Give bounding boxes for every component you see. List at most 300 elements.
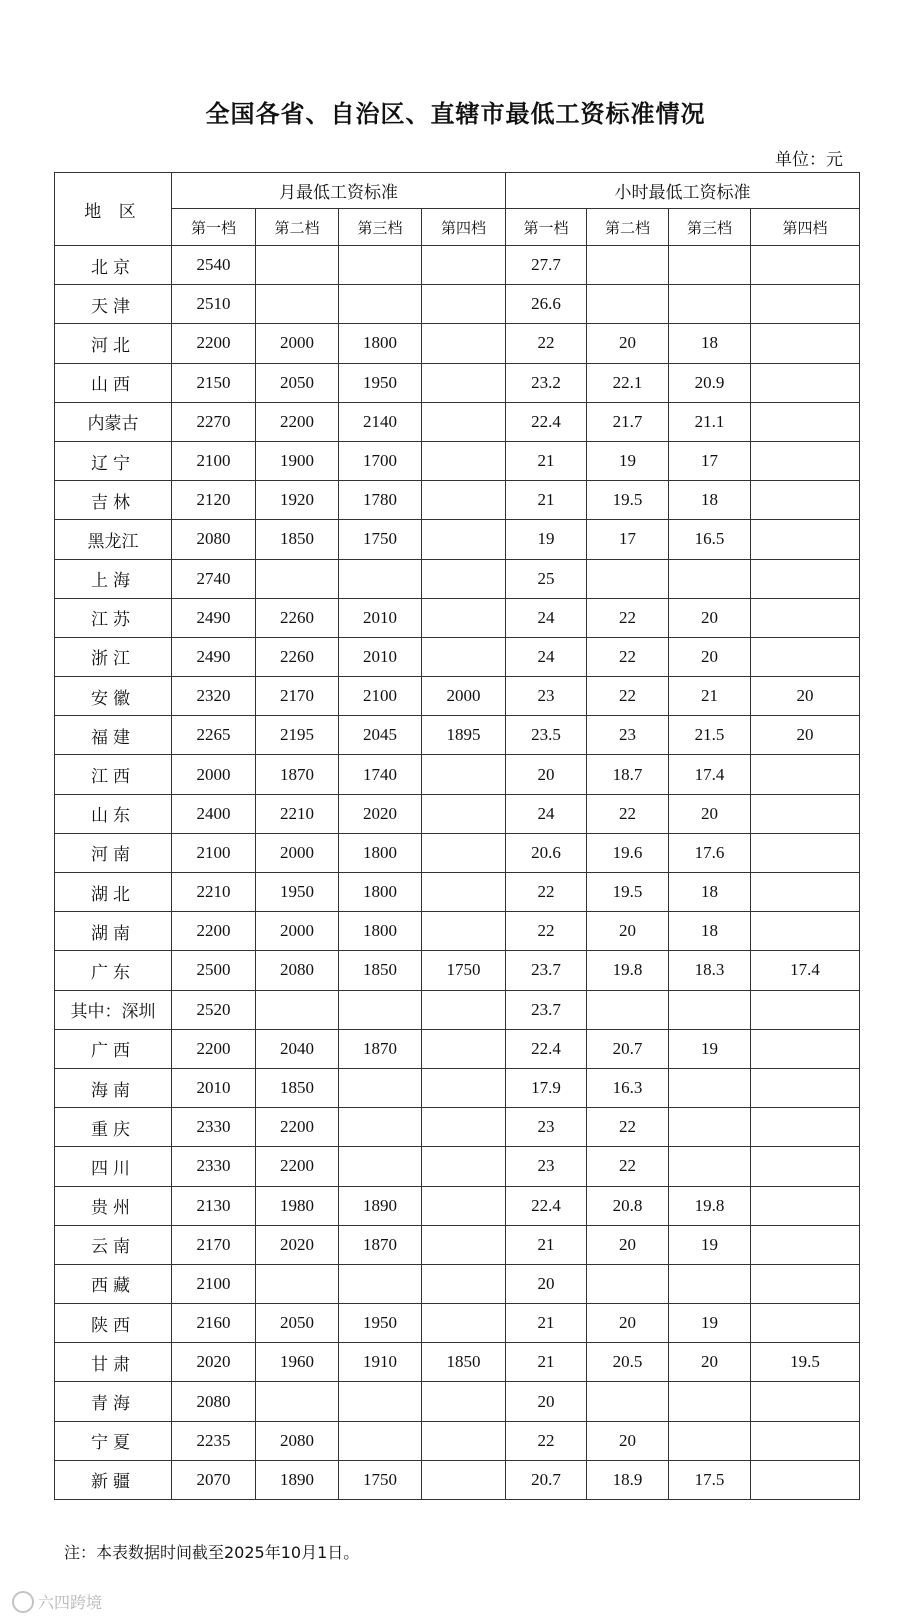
table-row <box>55 1304 860 1343</box>
monthly-tier-1-cell: 2200 <box>172 912 256 951</box>
monthly-tier-2-cell <box>256 246 339 285</box>
table-row <box>55 1225 860 1264</box>
hourly-tier-1-cell: 20 <box>506 1382 587 1421</box>
monthly-tier-3-cell <box>339 1421 422 1460</box>
monthly-tier-1-cell: 2130 <box>172 1186 256 1225</box>
region-cell: 湖南 <box>55 912 172 951</box>
region-cell: 四川 <box>55 1147 172 1186</box>
hourly-tier-3-cell: 19 <box>669 1304 751 1343</box>
monthly-tier-1-cell: 2235 <box>172 1421 256 1460</box>
hourly-tier-2-cell: 20 <box>587 912 669 951</box>
hourly-tier-4-cell <box>751 324 860 363</box>
hourly-tier-4-cell <box>751 1108 860 1147</box>
monthly-tier-3-cell: 2045 <box>339 716 422 755</box>
table-row <box>55 794 860 833</box>
monthly-tier-1-cell: 2010 <box>172 1068 256 1107</box>
region-cell: 内蒙古 <box>55 402 172 441</box>
table-row <box>55 951 860 990</box>
hourly-tier-4-cell <box>751 402 860 441</box>
hourly-tier-1-cell: 21 <box>506 1343 587 1382</box>
region-cell: 北京 <box>55 246 172 285</box>
hourly-tier-1-cell: 20.6 <box>506 833 587 872</box>
monthly-tier-2-cell: 1920 <box>256 481 339 520</box>
monthly-tier-2-cell <box>256 990 339 1029</box>
monthly-tier-1-cell: 2100 <box>172 441 256 480</box>
monthly-tier-3-cell <box>339 246 422 285</box>
monthly-tier-2-cell <box>256 285 339 324</box>
monthly-tier-3-cell: 1800 <box>339 324 422 363</box>
monthly-tier-4-cell: 1850 <box>422 1343 506 1382</box>
table-row <box>55 1421 860 1460</box>
monthly-tier-2-cell: 2000 <box>256 912 339 951</box>
hourly-tier-2-cell <box>587 246 669 285</box>
table-row <box>55 1108 860 1147</box>
hourly-tier-1-cell: 25 <box>506 559 587 598</box>
region-cell: 湖北 <box>55 873 172 912</box>
monthly-tier-1-cell: 2400 <box>172 794 256 833</box>
hourly-tier-4-header: 第四档 <box>751 209 860 246</box>
hourly-tier-2-cell: 19.6 <box>587 833 669 872</box>
hourly-tier-2-cell: 22 <box>587 637 669 676</box>
table-row <box>55 520 860 559</box>
monthly-tier-3-cell: 1800 <box>339 912 422 951</box>
table-row <box>55 363 860 402</box>
hourly-tier-1-cell: 21 <box>506 481 587 520</box>
hourly-tier-3-cell: 17.4 <box>669 755 751 794</box>
watermark <box>12 1590 102 1613</box>
monthly-tier-4-header: 第四档 <box>422 209 506 246</box>
table-row <box>55 1460 860 1499</box>
table-row <box>55 559 860 598</box>
monthly-tier-2-cell: 1960 <box>256 1343 339 1382</box>
monthly-tier-4-cell <box>422 873 506 912</box>
monthly-tier-1-cell: 2500 <box>172 951 256 990</box>
monthly-tier-1-cell: 2520 <box>172 990 256 1029</box>
monthly-tier-4-cell <box>422 1264 506 1303</box>
monthly-tier-2-cell: 2020 <box>256 1225 339 1264</box>
table-row <box>55 1068 860 1107</box>
monthly-tier-1-cell: 2160 <box>172 1304 256 1343</box>
hourly-tier-4-cell: 17.4 <box>751 951 860 990</box>
hourly-tier-1-cell: 17.9 <box>506 1068 587 1107</box>
hourly-tier-2-cell: 19.5 <box>587 873 669 912</box>
monthly-tier-4-cell <box>422 1108 506 1147</box>
hourly-tier-4-cell <box>751 520 860 559</box>
monthly-tier-2-cell: 1950 <box>256 873 339 912</box>
monthly-tier-2-cell: 2210 <box>256 794 339 833</box>
monthly-tier-3-cell <box>339 285 422 324</box>
hourly-tier-1-cell: 23.7 <box>506 990 587 1029</box>
region-header: 地 区 <box>55 173 172 246</box>
monthly-tier-3-cell: 1950 <box>339 1304 422 1343</box>
watermark-text: 六四跨境 <box>38 1593 103 1612</box>
hourly-tier-3-cell: 18 <box>669 481 751 520</box>
hourly-tier-1-cell: 22.4 <box>506 1029 587 1068</box>
monthly-tier-3-cell <box>339 990 422 1029</box>
hourly-tier-2-cell: 20.8 <box>587 1186 669 1225</box>
region-cell: 广西 <box>55 1029 172 1068</box>
monthly-tier-2-cell: 2200 <box>256 402 339 441</box>
hourly-header: 小时最低工资标准 <box>506 173 860 209</box>
monthly-tier-1-cell: 2740 <box>172 559 256 598</box>
hourly-tier-3-cell: 20 <box>669 794 751 833</box>
monthly-tier-1-cell: 2490 <box>172 637 256 676</box>
monthly-tier-4-cell <box>422 1421 506 1460</box>
region-cell: 云南 <box>55 1225 172 1264</box>
hourly-tier-1-cell: 20.7 <box>506 1460 587 1499</box>
monthly-tier-2-cell <box>256 1264 339 1303</box>
hourly-tier-3-cell: 21.1 <box>669 402 751 441</box>
monthly-tier-3-cell: 2100 <box>339 677 422 716</box>
region-cell: 江西 <box>55 755 172 794</box>
hourly-tier-2-cell: 20 <box>587 1421 669 1460</box>
table-row <box>55 1029 860 1068</box>
hourly-tier-4-cell <box>751 833 860 872</box>
monthly-tier-1-cell: 2100 <box>172 833 256 872</box>
monthly-tier-3-cell: 1800 <box>339 873 422 912</box>
hourly-tier-2-cell <box>587 559 669 598</box>
monthly-tier-3-cell: 2020 <box>339 794 422 833</box>
monthly-tier-3-cell <box>339 1382 422 1421</box>
table-row <box>55 1343 860 1382</box>
hourly-tier-2-cell <box>587 285 669 324</box>
region-cell: 浙江 <box>55 637 172 676</box>
hourly-tier-3-cell <box>669 1382 751 1421</box>
hourly-tier-2-cell: 20 <box>587 1304 669 1343</box>
monthly-tier-1-cell: 2510 <box>172 285 256 324</box>
hourly-tier-3-cell: 21.5 <box>669 716 751 755</box>
hourly-tier-1-cell: 23 <box>506 1147 587 1186</box>
hourly-tier-3-cell <box>669 1108 751 1147</box>
monthly-tier-3-cell: 2010 <box>339 598 422 637</box>
monthly-tier-3-cell: 2010 <box>339 637 422 676</box>
hourly-tier-3-cell <box>669 990 751 1029</box>
hourly-tier-2-cell <box>587 1382 669 1421</box>
hourly-tier-3-cell <box>669 1147 751 1186</box>
hourly-tier-3-cell <box>669 559 751 598</box>
monthly-tier-4-cell <box>422 1186 506 1225</box>
monthly-tier-1-header: 第一档 <box>172 209 256 246</box>
monthly-tier-4-cell <box>422 794 506 833</box>
hourly-tier-1-cell: 22 <box>506 873 587 912</box>
hourly-tier-3-cell <box>669 285 751 324</box>
table-row <box>55 324 860 363</box>
monthly-tier-2-cell: 2000 <box>256 833 339 872</box>
region-cell: 辽宁 <box>55 441 172 480</box>
hourly-tier-4-cell <box>751 1264 860 1303</box>
monthly-tier-3-cell: 1870 <box>339 1029 422 1068</box>
hourly-tier-1-cell: 23.5 <box>506 716 587 755</box>
monthly-tier-3-cell: 1890 <box>339 1186 422 1225</box>
monthly-tier-4-cell <box>422 559 506 598</box>
monthly-tier-1-cell: 2330 <box>172 1147 256 1186</box>
hourly-tier-3-cell: 20 <box>669 1343 751 1382</box>
monthly-tier-3-cell <box>339 1108 422 1147</box>
hourly-tier-3-cell: 18.3 <box>669 951 751 990</box>
hourly-tier-3-cell: 19 <box>669 1225 751 1264</box>
table-row <box>55 441 860 480</box>
region-cell: 河北 <box>55 324 172 363</box>
hourly-tier-3-cell: 18 <box>669 324 751 363</box>
hourly-tier-3-cell: 20 <box>669 598 751 637</box>
hourly-tier-1-cell: 21 <box>506 1304 587 1343</box>
table-row <box>55 912 860 951</box>
table-row <box>55 598 860 637</box>
table-row <box>55 873 860 912</box>
wage-table <box>54 172 860 1500</box>
hourly-tier-3-header: 第三档 <box>669 209 751 246</box>
monthly-tier-3-cell: 1700 <box>339 441 422 480</box>
monthly-tier-2-cell: 1890 <box>256 1460 339 1499</box>
monthly-tier-1-cell: 2540 <box>172 246 256 285</box>
monthly-tier-2-cell: 2040 <box>256 1029 339 1068</box>
monthly-tier-1-cell: 2270 <box>172 402 256 441</box>
monthly-tier-2-header: 第二档 <box>256 209 339 246</box>
hourly-tier-2-header: 第二档 <box>587 209 669 246</box>
hourly-tier-4-cell <box>751 1421 860 1460</box>
hourly-tier-4-cell <box>751 1068 860 1107</box>
hourly-tier-2-cell: 19.5 <box>587 481 669 520</box>
monthly-tier-2-cell: 2080 <box>256 1421 339 1460</box>
unit-label: 单位：元 <box>775 150 843 170</box>
hourly-tier-2-cell <box>587 1264 669 1303</box>
hourly-tier-1-header: 第一档 <box>506 209 587 246</box>
region-cell: 上海 <box>55 559 172 598</box>
table-body <box>55 246 860 1500</box>
hourly-tier-2-cell: 20.7 <box>587 1029 669 1068</box>
monthly-tier-4-cell <box>422 246 506 285</box>
monthly-tier-3-cell: 1750 <box>339 1460 422 1499</box>
monthly-tier-1-cell: 2000 <box>172 755 256 794</box>
monthly-tier-2-cell: 1980 <box>256 1186 339 1225</box>
hourly-tier-4-cell <box>751 246 860 285</box>
monthly-tier-4-cell <box>422 755 506 794</box>
hourly-tier-2-cell: 22 <box>587 677 669 716</box>
hourly-tier-3-cell <box>669 1421 751 1460</box>
region-cell: 山东 <box>55 794 172 833</box>
hourly-tier-1-cell: 23 <box>506 677 587 716</box>
monthly-tier-2-cell: 1850 <box>256 1068 339 1107</box>
monthly-tier-2-cell: 2260 <box>256 637 339 676</box>
hourly-tier-3-cell: 18 <box>669 873 751 912</box>
monthly-tier-4-cell <box>422 912 506 951</box>
monthly-tier-1-cell: 2100 <box>172 1264 256 1303</box>
monthly-tier-3-cell <box>339 559 422 598</box>
hourly-tier-1-cell: 22 <box>506 324 587 363</box>
monthly-tier-1-cell: 2265 <box>172 716 256 755</box>
hourly-tier-1-cell: 24 <box>506 794 587 833</box>
hourly-tier-1-cell: 20 <box>506 755 587 794</box>
hourly-tier-1-cell: 20 <box>506 1264 587 1303</box>
monthly-tier-4-cell <box>422 1225 506 1264</box>
hourly-tier-1-cell: 21 <box>506 1225 587 1264</box>
monthly-header: 月最低工资标准 <box>172 173 506 209</box>
monthly-tier-1-cell: 2200 <box>172 324 256 363</box>
hourly-tier-2-cell: 21.7 <box>587 402 669 441</box>
monthly-tier-2-cell <box>256 559 339 598</box>
table-row <box>55 402 860 441</box>
hourly-tier-1-cell: 21 <box>506 441 587 480</box>
hourly-tier-1-cell: 24 <box>506 637 587 676</box>
monthly-tier-3-cell: 1870 <box>339 1225 422 1264</box>
monthly-tier-4-cell <box>422 1382 506 1421</box>
monthly-tier-2-cell: 2200 <box>256 1108 339 1147</box>
hourly-tier-3-cell: 17.6 <box>669 833 751 872</box>
monthly-tier-2-cell: 2260 <box>256 598 339 637</box>
hourly-tier-2-cell: 16.3 <box>587 1068 669 1107</box>
monthly-tier-1-cell: 2210 <box>172 873 256 912</box>
monthly-tier-3-cell: 1740 <box>339 755 422 794</box>
monthly-tier-3-cell: 1850 <box>339 951 422 990</box>
monthly-tier-1-cell: 2490 <box>172 598 256 637</box>
region-cell: 安徽 <box>55 677 172 716</box>
monthly-tier-3-cell <box>339 1068 422 1107</box>
monthly-tier-4-cell <box>422 1304 506 1343</box>
table-row <box>55 677 860 716</box>
hourly-tier-4-cell <box>751 1029 860 1068</box>
monthly-tier-2-cell: 2000 <box>256 324 339 363</box>
table-row <box>55 716 860 755</box>
hourly-tier-4-cell <box>751 285 860 324</box>
table-row <box>55 637 860 676</box>
hourly-tier-4-cell <box>751 1304 860 1343</box>
page-title: 全国各省、自治区、直辖市最低工资标准情况 <box>205 100 706 128</box>
monthly-tier-2-cell: 2200 <box>256 1147 339 1186</box>
monthly-tier-2-cell: 1900 <box>256 441 339 480</box>
monthly-tier-2-cell: 1850 <box>256 520 339 559</box>
region-cell: 陕西 <box>55 1304 172 1343</box>
monthly-tier-3-cell: 1910 <box>339 1343 422 1382</box>
monthly-tier-4-cell <box>422 324 506 363</box>
region-cell: 新疆 <box>55 1460 172 1499</box>
hourly-tier-4-cell <box>751 1186 860 1225</box>
region-cell: 河南 <box>55 833 172 872</box>
monthly-tier-4-cell <box>422 1460 506 1499</box>
monthly-tier-4-cell <box>422 285 506 324</box>
region-cell: 重庆 <box>55 1108 172 1147</box>
monthly-tier-4-cell <box>422 363 506 402</box>
hourly-tier-3-cell <box>669 1068 751 1107</box>
hourly-tier-4-cell <box>751 481 860 520</box>
hourly-tier-1-cell: 23.2 <box>506 363 587 402</box>
table-row <box>55 1186 860 1225</box>
hourly-tier-2-cell: 20 <box>587 324 669 363</box>
region-cell: 海南 <box>55 1068 172 1107</box>
hourly-tier-1-cell: 24 <box>506 598 587 637</box>
monthly-tier-3-cell: 2140 <box>339 402 422 441</box>
table-row <box>55 755 860 794</box>
monthly-tier-3-header: 第三档 <box>339 209 422 246</box>
region-cell: 青海 <box>55 1382 172 1421</box>
monthly-tier-1-cell: 2020 <box>172 1343 256 1382</box>
table-row <box>55 833 860 872</box>
table-row <box>55 481 860 520</box>
monthly-tier-4-cell <box>422 598 506 637</box>
monthly-tier-3-cell: 1950 <box>339 363 422 402</box>
monthly-tier-1-cell: 2150 <box>172 363 256 402</box>
region-cell: 其中：深圳 <box>55 990 172 1029</box>
hourly-tier-2-cell: 23 <box>587 716 669 755</box>
monthly-tier-4-cell <box>422 1068 506 1107</box>
hourly-tier-1-cell: 27.7 <box>506 246 587 285</box>
monthly-tier-4-cell <box>422 1147 506 1186</box>
monthly-tier-2-cell: 2080 <box>256 951 339 990</box>
monthly-tier-2-cell: 2050 <box>256 1304 339 1343</box>
hourly-tier-3-cell: 19.8 <box>669 1186 751 1225</box>
monthly-tier-3-cell: 1780 <box>339 481 422 520</box>
monthly-tier-1-cell: 2320 <box>172 677 256 716</box>
hourly-tier-4-cell <box>751 441 860 480</box>
footnote: 注：本表数据时间截至2025年10月1日。 <box>64 1543 360 1562</box>
hourly-tier-4-cell <box>751 1460 860 1499</box>
hourly-tier-1-cell: 19 <box>506 520 587 559</box>
hourly-tier-4-cell <box>751 598 860 637</box>
hourly-tier-1-cell: 22 <box>506 912 587 951</box>
hourly-tier-3-cell: 18 <box>669 912 751 951</box>
monthly-tier-2-cell: 2170 <box>256 677 339 716</box>
hourly-tier-2-cell <box>587 990 669 1029</box>
hourly-tier-3-cell: 16.5 <box>669 520 751 559</box>
monthly-tier-2-cell: 2050 <box>256 363 339 402</box>
hourly-tier-2-cell: 18.9 <box>587 1460 669 1499</box>
monthly-tier-3-cell <box>339 1264 422 1303</box>
monthly-tier-2-cell: 1870 <box>256 755 339 794</box>
monthly-tier-4-cell <box>422 1029 506 1068</box>
monthly-tier-3-cell <box>339 1147 422 1186</box>
monthly-tier-4-cell <box>422 441 506 480</box>
monthly-tier-2-cell <box>256 1382 339 1421</box>
monthly-tier-4-cell: 2000 <box>422 677 506 716</box>
hourly-tier-4-cell <box>751 912 860 951</box>
table-row <box>55 246 860 285</box>
region-cell: 贵州 <box>55 1186 172 1225</box>
hourly-tier-3-cell: 17 <box>669 441 751 480</box>
region-cell: 甘肃 <box>55 1343 172 1382</box>
hourly-tier-4-cell <box>751 873 860 912</box>
monthly-tier-4-cell <box>422 481 506 520</box>
hourly-tier-4-cell <box>751 990 860 1029</box>
watermark-logo-icon <box>12 1591 34 1613</box>
region-cell: 西藏 <box>55 1264 172 1303</box>
region-cell: 吉林 <box>55 481 172 520</box>
region-cell: 黑龙江 <box>55 520 172 559</box>
region-cell: 福建 <box>55 716 172 755</box>
hourly-tier-4-cell <box>751 363 860 402</box>
hourly-tier-2-cell: 18.7 <box>587 755 669 794</box>
hourly-tier-3-cell: 19 <box>669 1029 751 1068</box>
hourly-tier-1-cell: 22.4 <box>506 402 587 441</box>
table-row <box>55 990 860 1029</box>
hourly-tier-1-cell: 26.6 <box>506 285 587 324</box>
hourly-tier-4-cell <box>751 1147 860 1186</box>
hourly-tier-4-cell: 20 <box>751 677 860 716</box>
hourly-tier-1-cell: 23 <box>506 1108 587 1147</box>
monthly-tier-4-cell: 1895 <box>422 716 506 755</box>
monthly-tier-1-cell: 2080 <box>172 520 256 559</box>
hourly-tier-3-cell: 21 <box>669 677 751 716</box>
monthly-tier-1-cell: 2330 <box>172 1108 256 1147</box>
table-row <box>55 1382 860 1421</box>
monthly-tier-2-cell: 2195 <box>256 716 339 755</box>
hourly-tier-2-cell: 22 <box>587 794 669 833</box>
hourly-tier-3-cell <box>669 246 751 285</box>
hourly-tier-1-cell: 22.4 <box>506 1186 587 1225</box>
hourly-tier-2-cell: 20 <box>587 1225 669 1264</box>
region-cell: 宁夏 <box>55 1421 172 1460</box>
hourly-tier-3-cell: 17.5 <box>669 1460 751 1499</box>
hourly-tier-4-cell <box>751 755 860 794</box>
hourly-tier-2-cell: 17 <box>587 520 669 559</box>
